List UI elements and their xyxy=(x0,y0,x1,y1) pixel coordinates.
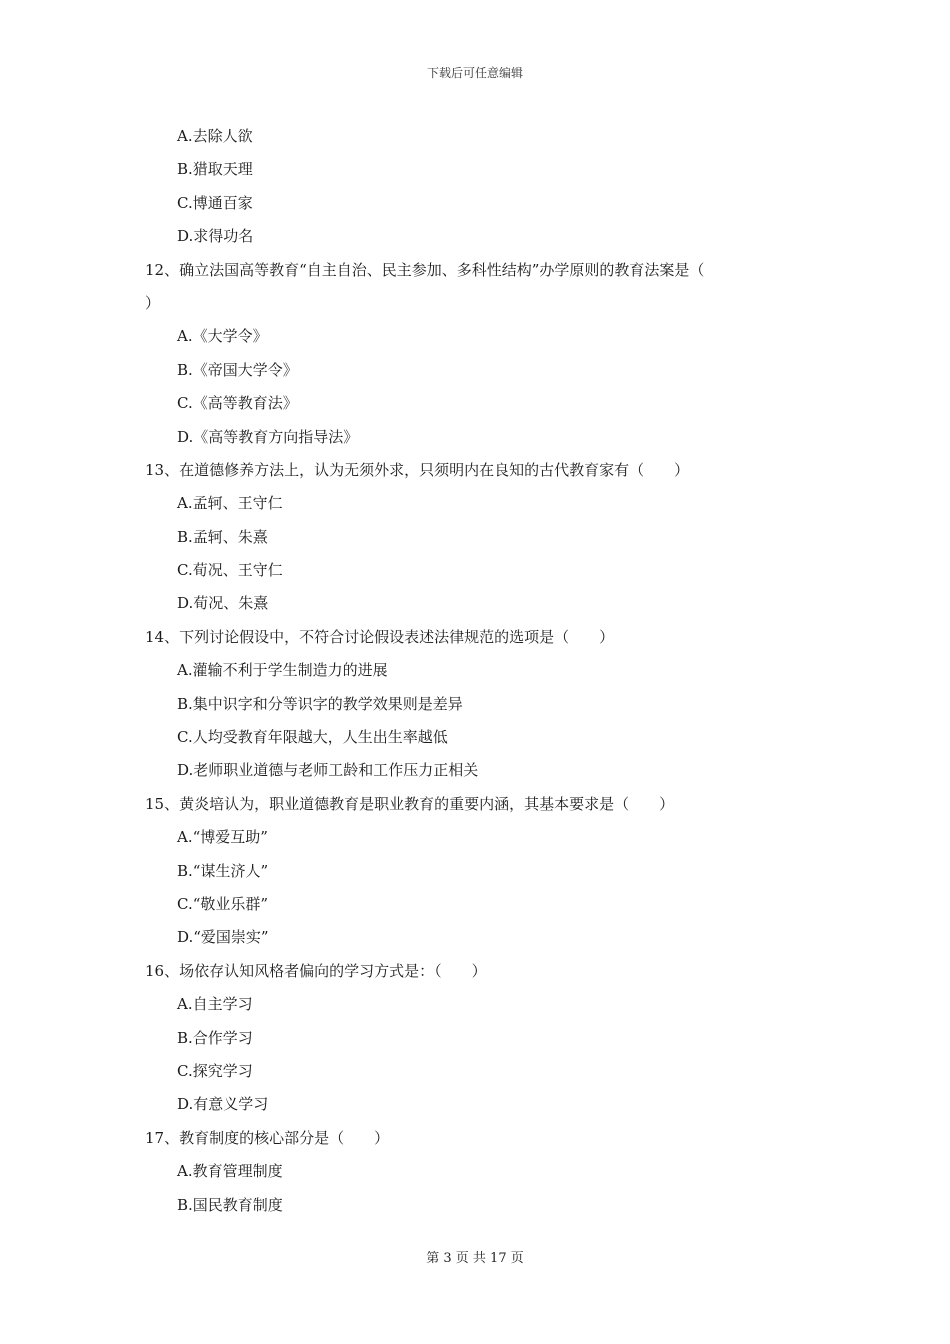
answer-option: A.灌输不利于学生制造力的进展 xyxy=(177,661,388,680)
answer-option: B.集中识字和分等识字的教学效果则是差异 xyxy=(177,694,463,713)
question-text: 12、确立法国高等教育“自主自治、民主参加、多科性结构”办学原则的教育法案是（ xyxy=(145,260,705,279)
answer-option: D.老师职业道德与老师工龄和工作压力正相关 xyxy=(177,761,479,780)
answer-option: C.荀况、王守仁 xyxy=(177,561,283,580)
answer-option: C.探究学习 xyxy=(177,1061,253,1080)
answer-option: A.“博爱互助” xyxy=(177,828,268,847)
answer-option: C.《高等教育法》 xyxy=(177,394,298,413)
question-text: 17、教育制度的核心部分是（ ） xyxy=(145,1128,390,1147)
answer-option: D.荀况、朱熹 xyxy=(177,594,269,613)
answer-option: A.去除人欲 xyxy=(177,127,253,145)
answer-option: C.“敬业乐群” xyxy=(177,894,269,913)
answer-option: C.博通百家 xyxy=(177,193,253,212)
question-text: 14、下列讨论假设中，不符合讨论假设表述法律规范的选项是（ ） xyxy=(145,627,615,646)
answer-option: B.国民教育制度 xyxy=(177,1195,283,1214)
answer-option: B.孟轲、朱熹 xyxy=(177,527,268,546)
answer-option: A.教育管理制度 xyxy=(177,1162,283,1181)
question-list xyxy=(145,120,815,1222)
answer-option: D.有意义学习 xyxy=(177,1095,269,1114)
answer-option: C.人均受教育年限越大，人生出生率越低 xyxy=(177,728,448,747)
answer-option: A.自主学习 xyxy=(177,995,253,1014)
page-header: 下载后可任意编辑 xyxy=(426,66,523,80)
answer-option: A.《大学令》 xyxy=(177,327,268,346)
answer-option: D.求得功名 xyxy=(177,227,254,246)
answer-option: D.《高等教育方向指导法》 xyxy=(177,427,359,446)
answer-option: D.“爱国崇实” xyxy=(177,928,269,947)
page-footer: 第 3 页 共 17 页 xyxy=(426,1251,524,1266)
answer-option: B.“谋生济人” xyxy=(177,861,269,880)
answer-option: A.孟轲、王守仁 xyxy=(177,494,283,513)
question-text-continued: ） xyxy=(145,293,161,312)
answer-option: B.合作学习 xyxy=(177,1028,253,1047)
question-text: 15、黄炎培认为，职业道德教育是职业教育的重要内涵，其基本要求是（ ） xyxy=(145,794,675,813)
answer-option: B.《帝国大学令》 xyxy=(177,360,298,379)
question-text: 13、在道德修养方法上，认为无须外求，只须明内在良知的古代教育家有（ ） xyxy=(145,460,690,479)
question-text: 16、场依存认知风格者偏向的学习方式是：（ ） xyxy=(145,961,487,980)
answer-option: B.猎取天理 xyxy=(177,160,253,179)
